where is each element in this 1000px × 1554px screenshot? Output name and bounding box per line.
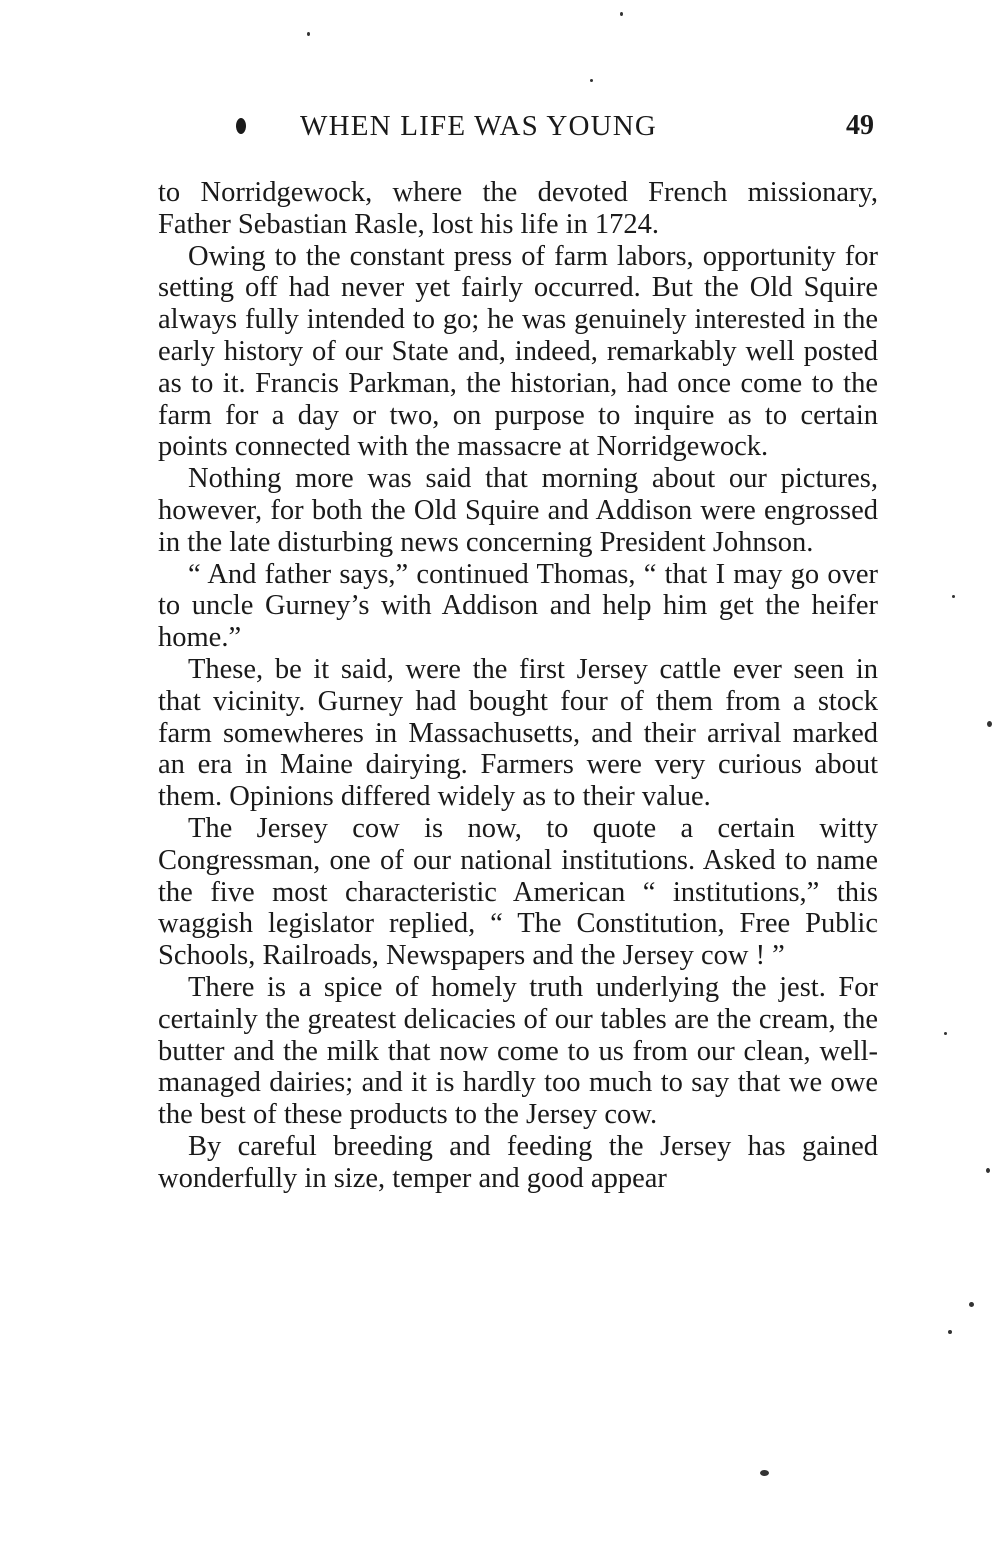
speck [986,1168,990,1173]
bullet-mark [236,118,246,134]
running-header [232,106,882,146]
speck [948,1330,952,1334]
paragraph: There is a spice of homely truth underlying the jest. For certainly the greatest delicacies of our tables are the cream, the butter and the milk that now come to us from our clean, well-managed dairies; and it is hardly too much to say that we owe the best of these products to the Jersey cow. [158,971,878,1131]
paragraph: By careful breeding and feeding the Jersey has gained wonderfully in size, temper and good appear [158,1130,878,1194]
paragraph: Owing to the constant press of farm labors, opportunity for setting off had never yet fairly occurred. But the Old Squire always fully intended to go; he was genuinely interested in the early history of our State and, indeed, remarkably well posted as to it. Francis Parkman, the historian, had once come to the farm for a day or two, on purpose to inquire as to certain points connected with the massacre at Norridgewock. [158,240,878,463]
paragraph: The Jersey cow is now, to quote a certain witty Congressman, one of our national institutions. Asked to name the five most characteristic American “ institutions,” this waggish legislator replied, “ The Constitution, Free Public Schools, Railroads, Newspapers and the Jersey cow ! ” [158,812,878,972]
speck [969,1302,974,1307]
speck [987,721,992,727]
paragraph: to Norridgewock, where the devoted French missionary, Father Sebastian Rasle, lost his life in 1724. [158,177,878,240]
page-number: 49 [846,110,874,141]
paragraph: Nothing more was said that morning about our pictures, however, for both the Old Squire and Addison were engrossed in the late disturbing news concerning President Johnson. [158,463,878,558]
speck [760,1470,769,1476]
speck [307,32,310,36]
paragraph: “ And father says,” continued Thomas, “ that I may go over to uncle Gurney’s with Addison and help him get the heifer home.” [158,558,878,654]
paragraph: These, be it said, were the first Jersey cattle ever seen in that vicinity. Gurney had bought four of them from a stock farm somewheres in Massachusetts, and their arrival marked an era in Maine dairying. Farmers were very curious about them. Opinions differed widely as to their value. [158,653,878,813]
running-title: WHEN LIFE WAS YOUNG [300,110,658,142]
speck [952,595,955,598]
speck [590,79,593,82]
body-text [158,177,878,1195]
speck [620,12,623,16]
speck [944,1032,947,1035]
